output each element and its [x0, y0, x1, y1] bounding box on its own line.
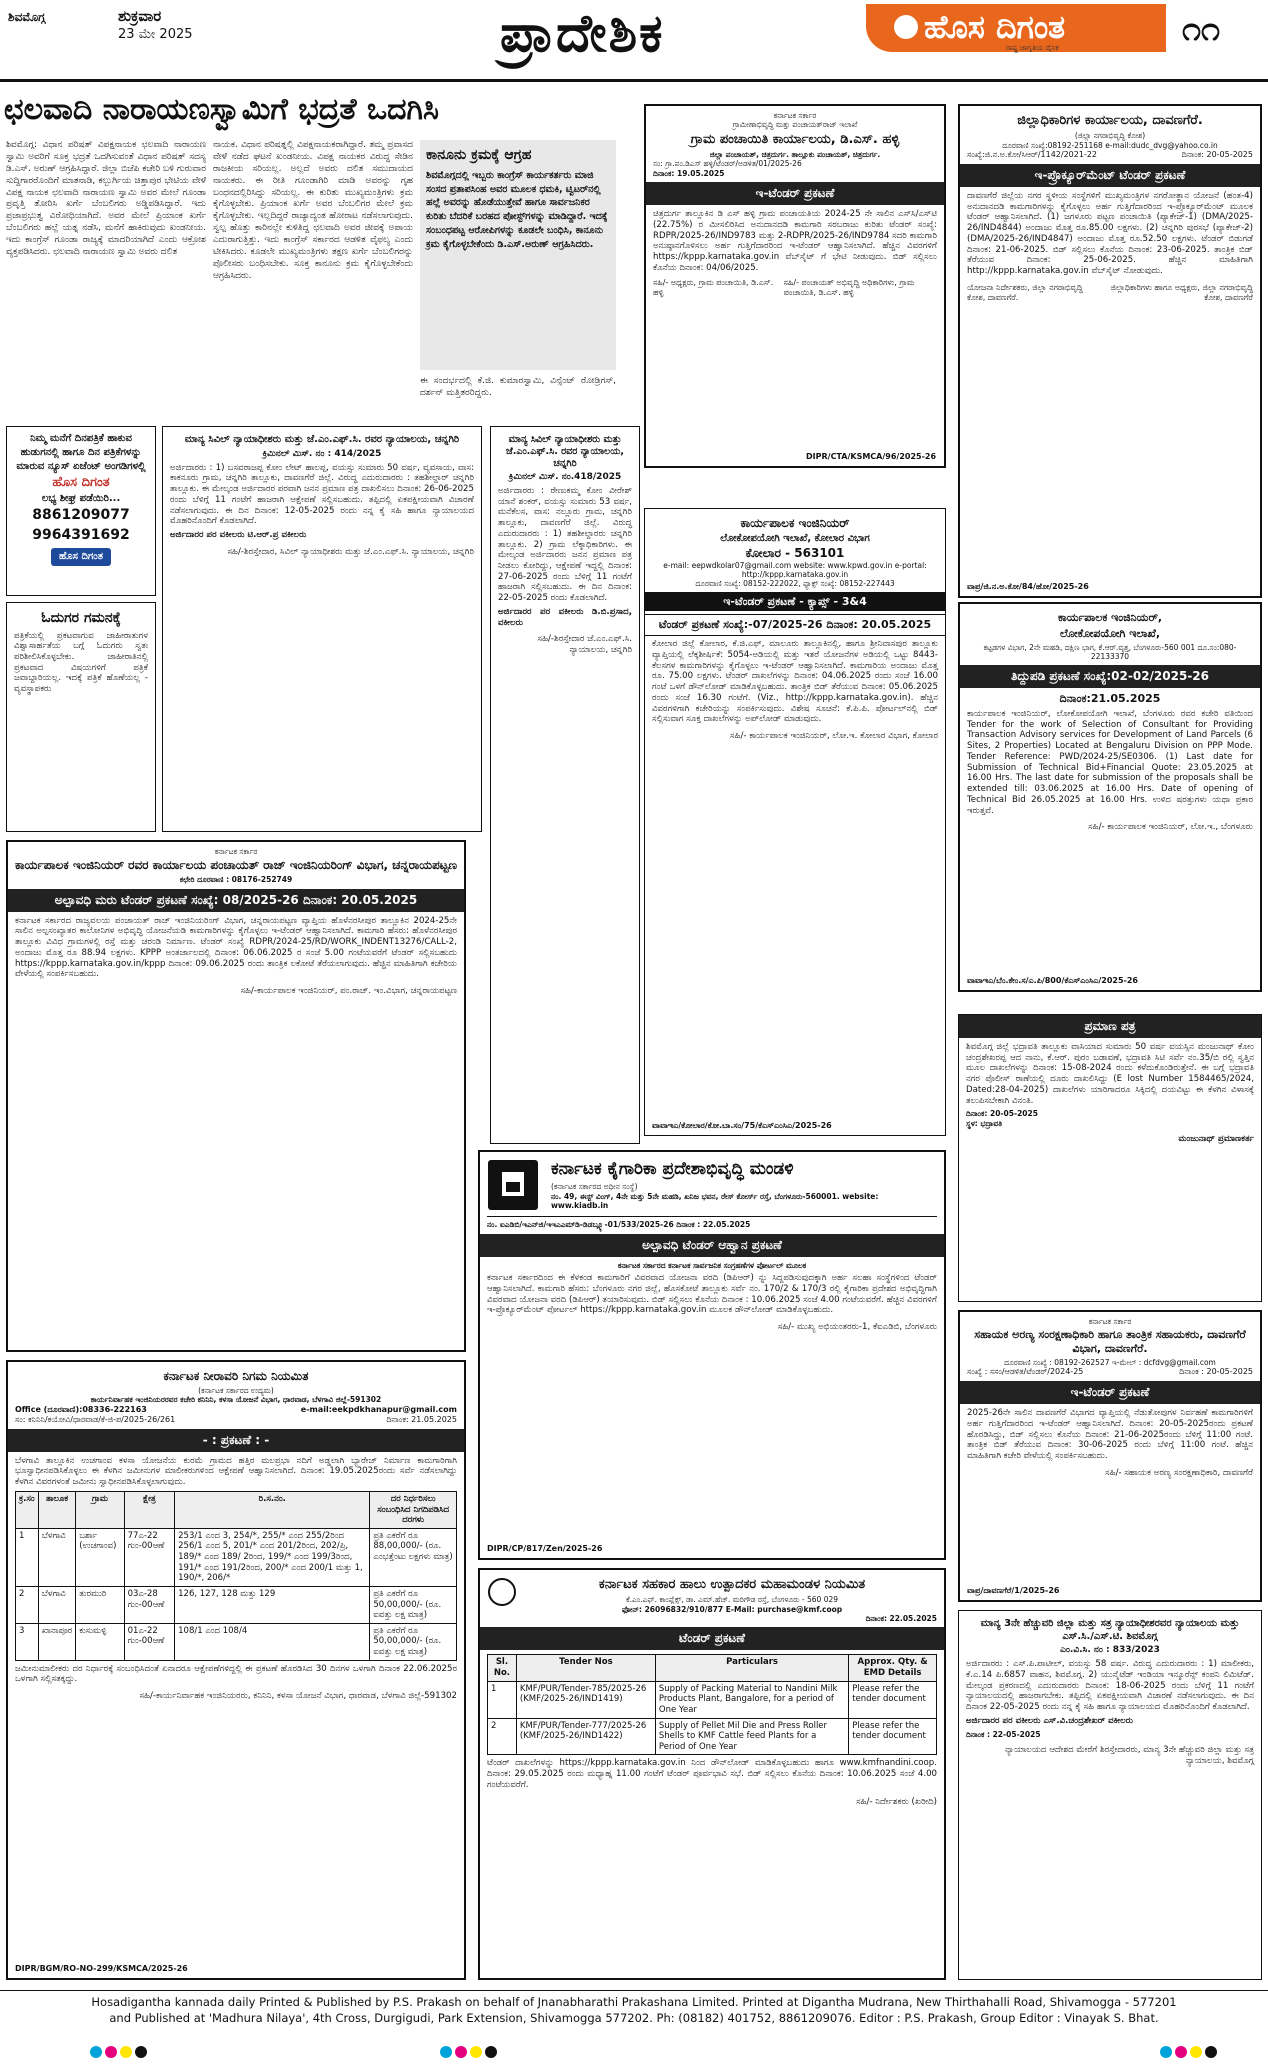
news-sidebox [420, 140, 616, 370]
cert-signer: ಮಂಜುನಾಥ್ ಪ್ರಮಾಣಕರ್ತ [1178, 1134, 1254, 1145]
table-cell: Supply of Pellet Mil Die and Press Roller Shells to KMF Cattle feed Plants for a Period of One Year [655, 1718, 848, 1755]
nv-col-0: ಕ್ರ.ಸಂ [16, 1491, 39, 1528]
kiadb-ref: ನಂ. ಐಎಡಿಬಿ/ಇಎನ್‌ಜಿ/ಇಇಎಎಮ್‌ಡಿ-ಡಿಡಬ್ಲ್ಯೂ-01/533/2025-26 ದಿನಾಂಕ : 22.05.2025 [487, 1216, 937, 1229]
registration-marks-center [440, 2046, 497, 2058]
pwd-kolar-tender [644, 508, 946, 1136]
pwdk-pin: ಕೋಲಾರ - 563101 [745, 545, 845, 560]
nv-col-3: ಕ್ಷೇತ್ರ [124, 1491, 175, 1528]
pwdb-bar: ತಿದ್ದುಪಡಿ ಪ್ರಕಟಣೆ ಸಂಖ್ಯೆ:02-02/2025-26 [960, 665, 1260, 688]
dc-dipr: ವಾಪ್ರ/ಜಿ.ನ.ಅ.ಕೋ/84/ಹೋ/2025-26 [967, 582, 1089, 591]
table-cell: 1 [16, 1528, 39, 1586]
nv-col-5: ದರ ನಿರ್ಧರಿಸಲು ಸಂಬಂಧಿಸಿದ ನಿಗದಿಪಡಿಸಿದ ದರಗಳು [370, 1491, 457, 1528]
kmf-date: ದಿನಾಂಕ: 22.05.2025 [865, 1614, 937, 1623]
masthead [0, 0, 1268, 82]
table-row [16, 1586, 457, 1623]
kmf-bar: ಟೆಂಡರ್ ಪ್ರಕಟಣೆ [480, 1627, 944, 1650]
table-cell: Supply of Packing Material to Nandini Milk Products Plant, Bangalore, for a period of One Year [655, 1681, 848, 1718]
table-cell: ಪ್ರತಿ ಎಕರೆಗೆ ರೂ 50,00,000/- (ರೂ. ಐವತ್ತು ಲಕ್ಷ ಮಾತ್ರ) [370, 1586, 457, 1623]
table-cell: 126, 127, 128 ಮತ್ತು 129 [175, 1586, 370, 1623]
gp-sub: ಜಿಲ್ಲಾ ಪಂಚಾಯತ್, ಚಿತ್ರದುರ್ಗ. ತಾಲ್ಲೂಕು ಪಂಚಾಯತ್, ಚಿತ್ರದುರ್ಗ. [709, 150, 881, 159]
pwdk-sig: ಸಹಿ/- ಕಾರ್ಯಪಾಲಕ ಇಂಜಿನಿಯರ್, ಲೋ.ಇ. ಕೋಲಾರ ವಿಭಾಗ, ಕೋಲಾರ [730, 731, 938, 741]
date-block [118, 6, 193, 44]
readers-notice [6, 602, 156, 832]
house-ad-line2: ಲಭ್ಯ ಶೀಘ್ರ ಪಡೆಯಿರಿ... [41, 493, 121, 505]
sun-icon [894, 15, 918, 39]
kiadb-addr: ನಂ. 49, ಈಸ್ಟ್ ವಿಂಗ್, 4ನೇ ಮತ್ತು 5ನೇ ಮಹಡಿ, ಖನಿಜ ಭವನ, ರೇಸ್ ಕೋರ್ಸ್ ರಸ್ತೆ, ಬೆಂಗಳೂರು-560001. website: www.kiadb.in [551, 1191, 879, 1210]
nv-body: ಬೆಳಗಾವಿ ತಾಲ್ಲೂಕಿನ ಉಚಗಾಂವ ಕಳಸಾ ಯೋಜನೆಯ ಕುರಮೆ ಗ್ರಾಮದ ಹತ್ತಿರ ಮಲಪ್ರಭಾ ನದಿಗೆ ಅಡ್ಡಲಾಗಿ ಬ್ಯಾರೇಜ್ ನಿರ್ಮಾಣ ಕಾಮಗಾರಿಗಾಗಿ ಭೂಸ್ವಾಧೀನಪಡಿಸಿಕೊಳ್ಳಲು ಈ ಕೆಳಗಿನ ಜಮೀನುಗಳ ಮಾಲೀಕರುಗಳಿಂದ ಆಕ್ಷೇಪಣೆ ಆಹ್ವಾನಿಸಲಾಗಿದೆ. ದಿನಾಂಕ: 19.05.2025ರಂದು ಸರ್ವೆ ನಡೆಸಲಾಗಿದ್ದು ಕೆಳಗಿನ ವಿವರಗಳಂತೆ ಜಮೀನು ಸ್ವಾಧೀನಪಡಿಸಿಕೊಳ್ಳಲಾಗುವುದು. [15, 1455, 457, 1488]
court2-signer: ಸಹಿ/-ಶಿರಸ್ತೇದಾರ ಜೆ.ಎಂ.ಎಫ್.ಸಿ. ನ್ಯಾಯಾಲಯ, ಚನ್ನಗಿರಿ [537, 634, 632, 656]
panchayat-raj-tender [6, 840, 466, 1352]
kmf-addr: ಕೆ.ಎಂ.ಎಫ್. ಕಾಂಪ್ಲೆಕ್ಸ್, ಡಾ. ಎಮ್.ಹೆಚ್. ಮರಿಗೌಡ ರಸ್ತೆ, ಬೆಂಗಳೂರು - 560 029 [625, 1595, 839, 1605]
nv-office: ಕಾರ್ಯನಿರ್ವಾಹಕ ಇಂಜಿನಿಯರರವರ ಕಚೇರಿ ಕನಿನಿನಿ, ಕಳಸಾ ಯೋಜನೆ ವಿಭಾಗ, ಧಾರವಾಡ, ಬೆಳಗಾವಿ ಜಿಲ್ಲೆ-591302 [90, 1395, 382, 1405]
court2-body: ಅರ್ಜಿದಾರರು : ರೇಣುಕಮ್ಮ ಕೋಂ ವೀರೇಶ್ ಯಾನೆ ಶಂಕರ್, ವಯಸ್ಸು ಸುಮಾರು 53 ವರ್ಷ, ಮನೆಕೆಲಸ, ವಾಸ: ನಲ್ಲೂರು ಗ್ರಾಮ, ಚನ್ನಗಿರಿ ತಾಲ್ಲೂಕು, ದಾವಣಗೆರೆ ಜಿಲ್ಲೆ. ವಿರುದ್ಧ ಎದುರುದಾರರು : 1) ತಹಶೀಲ್ದಾರರು ಚನ್ನಗಿರಿ ತಾಲ್ಲೂಕು. 2) ಗ್ರಾಮ ಲೆಕ್ಕಾಧಿಕಾರಿಗಳು. ಈ ಮೇಲ್ಕಂಡ ಅರ್ಜಿದಾರರು ಜನನ ಪ್ರಮಾಣ ಪತ್ರ ನೀಡಲು ಕೋರಿದ್ದು, ಆಕ್ಷೇಪಣೆ ಇದ್ದಲ್ಲಿ ದಿನಾಂಕ: 27-06-2025 ರಂದು ಬೆಳಿಗ್ಗೆ 11 ಗಂಟೆಗೆ ಹಾಜರಾಗಿ ಸಲ್ಲಿಸಬಹುದು. ಈ ದಿನ ದಿನಾಂಕ: 22-05-2025 ರಂದು ಕೊಡಲಾಗಿದೆ. [498, 485, 632, 604]
imprint-footer [0, 1990, 1268, 2032]
nv-phone: Office (ದೂರವಾಣಿ):08336-222163 [15, 1404, 147, 1414]
pwdb-top: ಕಾರ್ಯಪಾಲಕ ಇಂಜಿನಿಯರ್, [1057, 611, 1163, 624]
gp-body: ಚಿತ್ರದುರ್ಗ ತಾಲ್ಲೂಕಿನ ಡಿ ಎಸ್ ಹಳ್ಳಿ ಗ್ರಾಮ ಪಂಚಾಯತಿಯ 2024-25 ನೇ ಸಾಲಿನ ಎಸ್‌ಸಿ/ಎಸ್‌ಟಿ (22.75%) ರ ಮೀಸಲಿರಿಸಿದ ಅನುದಾನದಡಿ ಕಾಮಗಾರಿ ಸರಬರಾಜು ಕುರಿತು ಟೆಂಡರ್ ಸಂಖ್ಯೆ: RDPR/2025-26/IND9783 ಮತ್ತು 2-RDPR/2025-26/IND9784 ಸದರಿ ಕಾಮಗಾರಿ ಅನುಷ್ಠಾನಗೊಳಿಸಲು ಅರ್ಹ ಗುತ್ತಿಗೆದಾರರಿಂದ ಇ-ಟೆಂಡರ್ ಆಹ್ವಾನಿಸಲಾಗಿದೆ. ಹೆಚ್ಚಿನ ವಿವರಗಳಿಗೆ https://kppp.karnataka.gov.in ವೆಬ್‌ಸೈಟ್ ಗೆ ಭೇಟಿ ನೀಡುವುದು. ಬಿಡ್ ಸಲ್ಲಿಸಲು ಕೊನೆಯ ದಿನಾಂಕ: 04/06/2025. [653, 209, 937, 273]
kiadb-tender [478, 1150, 946, 1560]
kiadb-sig: ಸಹಿ/- ಮುಖ್ಯ ಅಭಿಯಂತರರು-1, ಕೆಐಎಡಿಬಿ, ಬೆಂಗಳೂರು [777, 1322, 937, 1333]
kiadb-bar2: ಕರ್ನಾಟಕ ಸರ್ಕಾರದ ಕರ್ನಾಟಕ ಸಾರ್ವಜನಿಕ ಸಂಗ್ರಹಣೆಗಳ ಪೋರ್ಟಲ್ ಮೂಲಕ [617, 1260, 807, 1270]
sidebox-title: ಕಾನೂನು ಕ್ರಮಕ್ಕೆ ಆಗ್ರಹ [426, 147, 532, 163]
forest-dipr: ವಾಪ್ರ/ದಾವಣಗೆರೆ/1/2025-26 [967, 1586, 1060, 1595]
court-notice-2 [490, 426, 640, 1144]
court1-signer: ಸಹಿ/-ಶಿರಸ್ತೇದಾರ, ಸಿವಿಲ್ ನ್ಯಾಯಾಧೀಶರು ಮತ್ತು ಜೆ.ಎಂ.ಎಫ್.ಸಿ. ನ್ಯಾಯಾಲಯ, ಚನ್ನಗಿರಿ [227, 546, 474, 557]
table-cell: 108/1 ಎಂದ 108/4 [175, 1623, 370, 1660]
house-ad-badge: ಹೊಸ ದಿಗಂತ [51, 548, 111, 566]
court2-advocate: ಅರ್ಜಿದಾರರ ಪರ ವಕೀಲರು ಡಿ.ಬಿ.ಪ್ರಸಾದ, ವಕೀಲರು [498, 606, 632, 628]
nv-ref: ಸಂ: ಕನಿನಿನಿ/ಕಯೋವಿ/ಧಾರವಾಡ/ಕೆ-ಜಿ-ಪ/2025-26/261 [15, 1414, 176, 1424]
nv-col-2: ಗ್ರಾಮ [76, 1491, 124, 1528]
table-cell: Please refer the tender document [849, 1718, 937, 1755]
forest-title: ಸಹಾಯಕ ಅರಣ್ಯ ಸಂರಕ್ಷಣಾಧಿಕಾರಿ ಹಾಗೂ ತಾಂತ್ರಿಕ ಸಹಾಯಕರು, ದಾವಣಗೆರೆ ವಿಭಾಗ, ದಾವಣಗೆರೆ. [974, 1328, 1246, 1356]
court1-title: ಮಾನ್ಯ ಸಿವಿಲ್ ನ್ಯಾಯಾಧೀಶರು ಮತ್ತು ಜೆ.ಎಂ.ಎಫ್.ಸಿ. ರವರ ನ್ಯಾಯಾಲಯ, ಚನ್ನಗಿರಿ [184, 434, 460, 445]
gp-dipr: DIPR/CTA/KSMCA/96/2025-26 [806, 452, 937, 461]
imprint-line-2: and Published at 'Madhura Nilaya', 4th Cross, Durgigudi, Park Extension, Shivamogga 577202. Ph: (08182) 401752, 8861209076. Editor : P.S. Prakash, Group Editor : Vinayak S. Bhat. [109, 2011, 1159, 2026]
news-column-3: ಈ ಸಂದರ್ಭದಲ್ಲಿ ಕೆ.ಜಿ. ಕುಮಾರಸ್ವಾಮಿ, ವಿನ್ಸೆಂಟ್ ರೋಡ್ರಿಗಸ್, ದರ್ಶನ್ ಮತ್ತಿತರರಿದ್ದರು. [420, 376, 616, 398]
table-cell: ಪ್ರತಿ ಎಕರೆಗೆ ರೂ 88,00,000/- (ರೂ. ಎಂಭತ್ತೆಂಟು ಲಕ್ಷಗಳು ಮಾತ್ರ) [370, 1528, 457, 1586]
court1-advocate: ಅರ್ಜಿದಾರರ ಪರ ವಕೀಲರು ಟಿ.ಆರ್.ಪ್ರ ವಕೀಲರು [170, 530, 307, 541]
court-notice-3 [958, 1610, 1262, 1980]
table-cell: ಪ್ರತಿ ಎಕರೆಗೆ ರೂ 50,00,000/- (ರೂ. ಐವತ್ತು ಲಕ್ಷ ಮಾತ್ರ) [370, 1623, 457, 1660]
nv-foot: ಜಮೀನುಮಾಲೀಕರು ದರ ನಿರ್ಧಾರಕ್ಕೆ ಸಂಬಂಧಿಸಿದಂತೆ ಏನಾದರೂ ಆಕ್ಷೇಪಣೆಗಳಿದ್ದಲ್ಲಿ ಈ ಪ್ರಕಟಣೆ ಹೊರಡಿಸಿದ 30 ದಿನಗಳ ಒಳಗಾಗಿ ದಿನಾಂಕ 22.06.2025ರ ಒಳಗಾಗಿ ಸಲ್ಲಿಸತಕ್ಕದ್ದು. [15, 1663, 457, 1685]
court3-title: ಮಾನ್ಯ 3ನೇ ಹೆಚ್ಚುವರಿ ಜಿಲ್ಲಾ ಮತ್ತು ಸತ್ರ ನ್ಯಾಯಾಧೀಶರವರ ನ್ಯಾಯಾಲಯ ಮತ್ತು ಎಸ್.ಸಿ./ಎಸ್.ಟಿ. ಶಿವಮೊಗ್ಗ [980, 1618, 1240, 1642]
pwdb-bar2: ದಿನಾಂಕ:21.05.2025 [1059, 692, 1161, 706]
table-cell: 77ಎ-22 ಗುಂ-00ಆಣೆ [124, 1528, 175, 1586]
table-cell: 1 [488, 1681, 517, 1718]
city-label: ಶಿವಮೊಗ್ಗ [8, 10, 46, 24]
dc-body: ದಾವಣಗೆರೆ ಜಿಲ್ಲೆಯ ನಗರ ಸ್ಥಳೀಯ ಸಂಸ್ಥೆಗಳಿಗೆ ಮುಖ್ಯಮಂತ್ರಿಗಳ ನಗರೋತ್ಥಾನ ಯೋಜನೆ (ಹಂತ-4) ಅನುದಾನದಡಿ ಕಾಮಗಾರಿಗಳನ್ನು ಕೈಗೊಳ್ಳಲು ಅರ್ಹ ಗುತ್ತಿಗೆದಾರರಿಂದ ಇ-ಪ್ರೊಕ್ಯೂರ್‌ಮೆಂಟ್ ಮೂಲಕ ಟೆಂಡರ್ ಆಹ್ವಾನಿಸಲಾಗಿದೆ. (1) ಜಗಳೂರು ಪಟ್ಟಣ ಪಂಚಾಯಿತಿ (ಪ್ಯಾಕೇಜ್-1) (DMA/2025-26/IND4844) ಅಂದಾಜು ಮೊತ್ತ ರೂ.85.00 ಲಕ್ಷಗಳು. (2) ಚನ್ನಗಿರಿ ಪುರಸಭೆ (ಪ್ಯಾಕೇಜ್-2) (DMA/2025-26/IND4847) ಅಂದಾಜು ಮೊತ್ತ ರೂ.52.50 ಲಕ್ಷಗಳು. ಟೆಂಡರ್ ಬಿಡುಗಡೆ ದಿನಾಂಕ: 21-06-2025. ಬಿಡ್ ಸಲ್ಲಿಸಲು ಕೊನೆಯ ದಿನಾಂಕ: 23-06-2025. ತಾಂತ್ರಿಕ ಬಿಡ್ ತೆರೆಯುವ ದಿನಾಂಕ: 25-06-2025. ಹೆಚ್ಚಿನ ಮಾಹಿತಿಗಾಗಿ http://kppp.karnataka.gov.in ವೆಬ್‌ಸೈಟ್ ನೋಡುವುದು. [967, 191, 1253, 277]
house-ad-brand: ಹೊಸ ದಿಗಂತ [52, 475, 110, 490]
kmf-col-0: Sl. No. [488, 1655, 517, 1681]
news-headline: ಛಲವಾದಿ ನಾರಾಯಣಸ್ವಾಮಿಗೆ ಭದ್ರತೆ ಒದಗಿಸಿ [4, 92, 439, 127]
readers-notice-title: ಓದುಗರ ಗಮನಕ್ಕೆ [41, 610, 121, 626]
house-ad-text: ನಿಮ್ಮ ಮನೆಗೆ ದಿನಪತ್ರಿಕೆ ಹಾಕುವ ಹುಡುಗನಲ್ಲಿ ಹಾಗೂ ದಿನ ಪತ್ರಿಕೆಗಳನ್ನು ಮಾರುವ ನ್ಯೂಸ್ ಏಜೆಂಟ್ ಅಂಗಡಿಗಳಲ್ಲಿ [16, 433, 146, 472]
dc-sub: (ಜಿಲ್ಲಾ ನಗರಾಭಿವೃದ್ಧಿ ಕೋಶ) [1074, 131, 1146, 141]
pwdk-sub: ಲೋಕೋಪಯೋಗಿ ಇಲಾಖೆ, ಕೋಲಾರ ವಿಭಾಗ [720, 533, 870, 544]
forest-sig: ಸಹಿ/- ಸಹಾಯಕ ಅರಣ್ಯ ಸಂರಕ್ಷಣಾಧಿಕಾರಿ, ದಾವಣಗೆರೆ [1105, 1467, 1253, 1478]
house-ad [6, 426, 156, 596]
cert-place: ಸ್ಥಳ: ಭದ್ರಾವತಿ [966, 1118, 1003, 1128]
table-cell: KMF/PUR/Tender-785/2025-26 (KMF/2025-26/IND1419) [516, 1681, 655, 1718]
pwd-bangalore-notice [958, 602, 1262, 992]
table-row [16, 1623, 457, 1660]
forest-phone: ದೂರವಾಣಿ ಸಂಖ್ಯೆ : 08192-262527 ಇ-ಮೇಲ್ : dcfdvg@gmail.com [1004, 1357, 1216, 1367]
dc-office-tender [958, 104, 1262, 598]
kiadb-title: ಕರ್ನಾಟಕ ಕೈಗಾರಿಕಾ ಪ್ರದೇಶಾಭಿವೃದ್ಧಿ ಮಂಡಳಿ [551, 1159, 794, 1179]
table-row [16, 1528, 457, 1586]
nv-col-4: ರಿ.ಸ.ನಂ. [175, 1491, 370, 1528]
table-cell: ಬರ್ಶಾ (ಉಚಗಾಂವ) [76, 1528, 124, 1586]
pwdk-phone: ದೂರವಾಣಿ ಸಂಖ್ಯೆ: 08152-222022, ಫ್ಯಾಕ್ಸ್ ಸಂಖ್ಯೆ: 08152-227443 [695, 579, 895, 589]
gp-sig-2: ಸಹಿ/- ಪಂಚಾಯತ್ ಅಭಿವೃದ್ಧಿ ಅಧಿಕಾರಿಗಳು, ಗ್ರಾಮ ಪಂಚಾಯಿತಿ, ಡಿ.ಎಸ್. ಹಳ್ಳಿ [783, 277, 915, 297]
forest-bar: ಇ-ಟೆಂಡರ್ ಪ್ರಕಟಣೆ [960, 1381, 1260, 1404]
forest-top: ಕರ್ನಾಟಕ ಸರ್ಕಾರ [1088, 1317, 1132, 1326]
table-cell: KMF/PUR/Tender-777/2025-26 (KMF/2025-26/IND1422) [516, 1718, 655, 1755]
registration-marks-right [1160, 2046, 1217, 2058]
gp-dept: ಗ್ರಾಮೀಣಾಭಿವೃದ್ಧಿ ಮತ್ತು ಪಂಚಾಯತ್‌ರಾಜ್ ಇಲಾಖೆ [732, 120, 858, 130]
dc-ref: ಸಂಖ್ಯೆ:ಜಿ.ನ.ಅ.ಕೋ/ಸಿಆರ್/1142/2021-22 [967, 150, 1098, 159]
gp-top: ಕರ್ನಾಟಕ ಸರ್ಕಾರ [773, 111, 817, 120]
kmf-body: ಟೆಂಡರ್ ದಾಖಲೆಗಳನ್ನು https://kppp.karnataka.gov.in ನಿಂದ ಡೌನ್‌ಲೋಡ್ ಮಾಡಿಕೊಳ್ಳಬಹುದು ಹಾಗೂ www.kmfnandini.coop. ದಿನಾಂಕ: 29.05.2025 ರಂದು ಮಧ್ಯಾಹ್ನ 11.00 ಗಂಟೆಗೆ ಟೆಂಡರ್ ಪೂರ್ವಭಾವಿ ಸಭೆ. ಬಿಡ್ ಸಲ್ಲಿಸಲು ಕೊನೆಯ ದಿನಾಂಕ: 10.06.2025 ಸಂಜೆ 4.00 ಗಂಟೆಯವರೆಗೆ. [487, 1758, 937, 1790]
pwdb-addr: ಕಟ್ಟಡಗಳ ವಿಭಾಗ, 2ನೇ ಮಹಡಿ, ದಕ್ಷಿಣ ಭಾಗ, ಕೆ.ಆರ್.ವೃತ್ತ, ಬೆಂಗಳೂರು-560 001 ದೂ.ಸಂ:080-22133370 [983, 642, 1237, 661]
nv-col-1: ತಾಲೂಕ [38, 1491, 76, 1528]
pwdk-dipr: ವಾವಾಇಎ/ಕೋಲಾರ/ಕೋ.ಬಾ.ಸಂ/75/ಕೆಎಸ್ಎಂಸಿಎ/2025-26 [652, 1121, 832, 1130]
table-cell: 2 [16, 1586, 39, 1623]
dc-date: ದಿನಾಂಕ: 20-05-2025 [1181, 150, 1253, 159]
pwdk-bar2: ಟೆಂಡರ್ ಪ್ರಕಟಣೆ ಸಂಖ್ಯೆ:-07/2025-26 ದಿನಾಂಕ: 20.05.2025 [645, 614, 945, 636]
kmf-logo-icon [488, 1578, 516, 1606]
dc-sig-1: ಯೋಜನಾ ನಿರ್ದೇಶಕರು, ಜಿಲ್ಲಾ ನಗರಾಭಿವೃದ್ಧಿ ಕೋಶ, ದಾವಣಗೆರೆ. [967, 282, 1083, 302]
dc-sig-2: ಜಿಲ್ಲಾಧಿಕಾರಿಗಳು ಹಾಗೂ ಅಧ್ಯಕ್ಷರು, ಜಿಲ್ಲಾ ನಗರಾಭಿವೃದ್ಧಿ ಕೋಶ, ದಾವಣಗೆರೆ [1110, 282, 1253, 302]
kmf-col-2: Particulars [655, 1655, 848, 1681]
nv-email: e-mail:eekpdkhanapur@gmail.com [300, 1404, 457, 1414]
table-cell: 2 [488, 1718, 517, 1755]
dc-title: ಜಿಲ್ಲಾಧಿಕಾರಿಗಳ ಕಾರ್ಯಾಲಯ, ದಾವಣಗೆರೆ. [1017, 113, 1203, 128]
table-cell: 03ಎ-28 ಗುಂ-00ಆಣೆ [124, 1586, 175, 1623]
pwdk-body: ಕೋಲಾರ ಜಿಲ್ಲೆ ಕೋಲಾರ, ಕೆ.ಜಿ.ಎಫ್, ಮಾಲೂರು ತಾಲ್ಲೂಕಿನಲ್ಲಿ, ಹಾಗೂ ಶ್ರೀನಿವಾಸಪುರ ತಾಲ್ಲೂಕು ವ್ಯಾಪ್ತಿಯಲ್ಲಿ ಲೆಕ್ಕಶೀರ್ಷಿಕೆ: 5054-ಅಡಿಯಲ್ಲಿ ಮತ್ತು ಇತರೆ ಯೋಜನೆಗಳ ಅಡಿಯಲ್ಲಿ ಒಟ್ಟು 8443- ಕೆಲಸಗಳ ಕಾಮಗಾರಿಗಳನ್ನು ಕೈಗೊಳ್ಳಲು ಇ-ಟೆಂಡರ್ ಆಹ್ವಾನಿಸಲಾಗಿದೆ. ಕಾಮಗಾರಿಯ ಅಂದಾಜು ಮೊತ್ತ ರೂ. 75.00 ಲಕ್ಷಗಳು. ಟೆಂಡರ್ ದಾಖಲೆಗಳನ್ನು ದಿನಾಂಕ: 04.06.2025 ರಂದು ಸಂಜೆ 16.00 ಗಂಟೆ ಒಳಗೆ ಡೌನ್‌ಲೋಡ್ ಮಾಡಿಕೊಳ್ಳಬಹುದು. ತಾಂತ್ರಿಕ ಬಿಡ್ ತೆರೆಯುವ ದಿನಾಂಕ: 05.06.2025 ರಂದು ಸಂಜೆ 16.30 ಗಂಟೆಗೆ. (Viz., http://kppp.karnataka.gov.in). ಹೆಚ್ಚಿನ ವಿವರಗಳಿಗಾಗಿ ಕಚೇರಿಯನ್ನು ಸಂಪರ್ಕಿಸುವುದು. ವಿಶೇಷ ಸೂಚನೆ: ಕೆ.ಪಿ.ಪಿ. ಪೋರ್ಟಲ್‌ನಲ್ಲಿ ಬಿಡ್ ಸಲ್ಲಿಸುವಾಗ ಸೂಕ್ತ ದಾಖಲೆಗಳನ್ನು ಅಪ್‌ಲೋಡ್ ಮಾಡುವುದು. [652, 639, 938, 725]
pr-phone: ಕಛೇರಿ ದೂರವಾಣಿ : 08176-252749 [179, 875, 293, 885]
kiadb-logo-icon [488, 1160, 538, 1210]
kmf-phone: ಫೋನ್: 26096832/910/877 E-Mail: purchase@kmf.coop [621, 1604, 843, 1614]
table-cell: 3 [16, 1623, 39, 1660]
pwdk-bar: ಇ-ಟೆಂಡರ್ ಪ್ರಕಟಣೆ - ಕ್ಯಾಪ್ಸ್ - 3&4 [645, 592, 945, 612]
nv-dipr: DIPR/BGM/RO-NO-299/KSMCA/2025-26 [15, 1964, 188, 1973]
table-row [488, 1681, 937, 1718]
pwdb-sig: ಸಹಿ/- ಕಾರ್ಯಪಾಲಕ ಇಂಜಿನಿಯರ್, ಲೋ.ಇ., ಬೆಂಗಳೂರು [1088, 822, 1253, 833]
pr-body: ಕರ್ನಾಟಕ ಸರ್ಕಾರದ ರಾಜ್ಯವಲಯ ಪಂಚಾಯತ್ ರಾಜ್ ಇಂಜಿನಿಯರಿಂಗ್ ವಿಭಾಗ, ಚನ್ನರಾಯಪಟ್ಟಣ ವ್ಯಾಪ್ತಿಯ ಹೊಳೆನರಸೀಪುರ ತಾಲ್ಲೂಕಿನ 2024-25ನೇ ಸಾಲಿನ ಅಲ್ಪಸಂಖ್ಯಾತರ ಕಾಲೋನಿಗಳ ಅಭಿವೃದ್ಧಿ ಯೋಜನೆಯಡಿ ಕಾಮಗಾರಿಗಳನ್ನು ಕೈಗೊಳ್ಳಲು ಇ-ಟೆಂಡರ್ ಆಹ್ವಾನಿಸಲಾಗಿದೆ. ಕಾಮಗಾರಿ ಹೆಸರು: ಹೊಳೆನರಸೀಪುರ ತಾಲ್ಲೂಕು ವಿವಿಧ ಗ್ರಾಮಗಳಲ್ಲಿ ರಸ್ತೆ ಮತ್ತು ಚರಂಡಿ ನಿರ್ಮಾಣ. ಟೆಂಡರ್ ಸಂಖ್ಯೆ RDPR/2024-25/RD/WORK_INDENT13276/CALL-2, ಅಂದಾಜು ಮೊತ್ತ ರೂ 88.94 ಲಕ್ಷಗಳು. KPPP ಅಂತರ್ಜಾಲದಲ್ಲಿ ದಿನಾಂಕ: 06.06.2025 ರ ಸಂಜೆ 5.00 ಗಂಟೆಯವರೆಗೆ ಟೆಂಡರ್ ಸಲ್ಲಿಸಬಹುದು https://kppp.karnataka.gov.in/kppp ದಿನಾಂಕ: 09.06.2025 ರಂದು ತಾಂತ್ರಿಕ ಲಕೋಟೆ ತೆರೆಯಲಾಗುವುದು. ಹೆಚ್ಚಿನ ಮಾಹಿತಿಗಾಗಿ ಕಚೇರಿಯ ವೇಳೆಯಲ್ಲಿ ಸಂಪರ್ಕಿಸಬಹುದು. [15, 915, 457, 980]
sidebox-text: ಶಿವಮೊಗ್ಗದಲ್ಲಿ ಇಬ್ಬರು ಕಾಂಗ್ರೆಸ್ ಕಾರ್ಯಕರ್ತರು ಮಾಜಿ ಸಂಸದ ಪ್ರತಾಪಸಿಂಹ ಅವರ ಮೂಲಕ ಧಮಕಿ, ಟ್ವಿಟರ್‌ನಲ್ಲಿ ಹಲ್ಲೆ ಅವರನ್ನು ಹೊಡೆಯುತ್ತೇವೆ ಹಾಗೂ ಸಾರ್ವಜನಿಕರ ಕುರಿತು ಬೆದರಿಕೆ ಬರಹದ ಪೋಸ್ಟ್‌ಗಳನ್ನು ಮಾಡಿದ್ದಾರೆ. ಇದಕ್ಕೆ ಸಂಬಂಧಪಟ್ಟ ಆರೋಪಿಗಳನ್ನು ಕೂಡಲೇ ಬಂಧಿಸಿ, ಕಾನೂನು ಕ್ರಮ ಕೈಗೊಳ್ಳಬೇಕೆಂದು ಡಿ.ಎಸ್.ಅರುಣ್ ಆಗ್ರಹಿಸಿದರು. [426, 169, 608, 250]
table-cell: ಬೆಳಗಾವಿ [38, 1586, 76, 1623]
house-ad-phone-1: 8861209077 [32, 507, 130, 524]
kmf-col-1: Tender Nos [516, 1655, 655, 1681]
court2-title: ಮಾನ್ಯ ಸಿವಿಲ್ ನ್ಯಾಯಾಧೀಶರು ಮತ್ತು ಜೆ.ಎಂ.ಎಫ್.ಸಿ. ರವರ ನ್ಯಾಯಾಲಯ, ಚನ್ನಗಿರಿ [506, 434, 624, 469]
day-label: ಶುಕ್ರವಾರ [118, 7, 162, 25]
cert-title: ಪ್ರಮಾಣ ಪತ್ರ [959, 1015, 1261, 1038]
pr-title: ಕಾರ್ಯಪಾಲಕ ಇಂಜಿನಿಯರ್ ರವರ ಕಾರ್ಯಾಲಯ ಪಂಚಾಯತ್ ರಾಜ್ ಇಂಜಿನಿಯರಿಂಗ್ ವಿಭಾಗ, ಚನ್ನರಾಯಪಟ್ಟಣ [15, 858, 457, 873]
dc-bar: ಇ-ಪ್ರೊಕ್ಯೂರ್‌ಮೆಂಟ್ ಟೆಂಡರ್ ಪ್ರಕಟಣೆ [960, 164, 1260, 187]
nv-title: ಕರ್ನಾಟಕ ನೀರಾವರಿ ನಿಗಮ ನಿಯಮಿತ [163, 1369, 309, 1383]
court1-case: ಕ್ರಿಮಿನಲ್ ಮಿಸ್. ನಂ : 414/2025 [262, 448, 382, 459]
kmf-title: ಕರ್ನಾಟಕ ಸಹಕಾರ ಹಾಲು ಉತ್ಪಾದಕರ ಮಹಾಮಂಡಳ ನಿಯಮಿತ [598, 1577, 866, 1592]
kmf-sig: ಸಹಿ/- ನಿರ್ದೇಶಕರು (ಖರೀದಿ) [856, 1796, 937, 1807]
table-cell: ಖಾನಾಪೂರ [38, 1623, 76, 1660]
kiadb-bar: ಅಲ್ಪಾವಧಿ ಟೆಂಡರ್ ಆಹ್ವಾನ ಪ್ರಕಟಣೆ [480, 1234, 944, 1257]
forest-tender [958, 1310, 1262, 1602]
gp-bar: ಇ-ಟೆಂಡರ್ ಪ್ರಕಟಣೆ [646, 182, 944, 205]
news-column-2: ನಾಯಕ. ವಿಧಾನ ಪರಿಷತ್ನಲ್ಲಿ ವಿಪಕ್ಷನಾಯಕರಾಗಿದ್ದಾರೆ. ತಮ್ಮ ಪ್ರವಾಸದ ವೇಳೆ ನಡೆದ ಘಟನೆ ಖಂಡನೀಯ. ವಿಪಕ್ಷ ನಾಯಕರ ವಿರುದ್ಧ ಸೇಡಿನ ರಾಜಕೀಯ ಸರಿಯಲ್ಲ. ಅಲ್ಲದೆ ಅವರು ದಲಿತ ಸಮುದಾಯದ ನಾಯಕರು. ಈ ರೀತಿ ಗೂಂಡಾಗಿರಿ ಮಾಡಿ ಅವರನ್ನು ಗೃಹ ಬಂಧನದಲ್ಲಿರಿಸಿದ್ದು ಸರಿಯಲ್ಲ. ಈ ಕುರಿತು ಮುಖ್ಯಮಂತ್ರಿಗಳು ಕ್ರಮ ಕೈಗೊಳ್ಳಬೇಕು. ಪ್ರಿಯಾಂಕ ಖರ್ಗೆ ಅವರ ಬೆಂಬಲಿಗರ ಮೇಲೆ ಕ್ರಮ ಕೈಗೊಳ್ಳಬೇಕು. ಇಲ್ಲದಿದ್ದರೆ ರಾಜ್ಯಾದ್ಯಂತ ಹೋರಾಟ ನಡೆಸಲಾಗುವುದು. ಸ್ವಲ್ಪ ಹೊತ್ತು ಕಾರಿನಲ್ಲೇ ಕುಳಿತಿದ್ದ ಛಲವಾದಿ ಅವರ ಜೀವಕ್ಕೆ ಅಪಾಯ ಎದುರಾಗುತ್ತಿತ್ತು. ಇದು ಕಾಂಗ್ರೆಸ್ ಸರ್ಕಾರದ ಆಡಳಿತ ವೈಫಲ್ಯ ಎಂದು ಟೀಕಿಸಿದರು. ಕೂಡಲೇ ಮುಖ್ಯಮಂತ್ರಿಗಳು ತಕ್ಷಣ ಖರ್ಗೆ ಬೆಂಬಲಿಗರನ್ನು ಪೊಲೀಸರು ಬಂಧಿಸಬೇಕು. ಸೂಕ್ತ ಕಾನೂನು ಕ್ರಮ ಕೈಗೊಳ್ಳಬೇಕೆಂದು ಆಗ್ರಹಿಸಿದರು. [213, 140, 413, 281]
court3-date: ದಿನಾಂಕ : 22-05-2025 [966, 1729, 1041, 1739]
table-cell: 01ಎ-22 ಗುಂ-00ಆಣೆ [124, 1623, 175, 1660]
dc-phone: ದೂರವಾಣಿ ಸಂಖ್ಯೆ:08192-251168 e-mail:dudc_dvg@yahoo.co.in [1002, 140, 1218, 150]
kiadb-sub: (ಕರ್ನಾಟಕ ಸರ್ಕಾರದ ಅಧೀನ ಸಂಸ್ಥೆ) [551, 1182, 638, 1192]
cert-body: ಶಿವಮೊಗ್ಗ ಜಿಲ್ಲೆ ಭದ್ರಾವತಿ ತಾಲ್ಲೂಕು ವಾಸಿಯಾದ ಸುಮಾರು 50 ವರ್ಷ ವಯಸ್ಸಿನ ಮಂಜುನಾಥ್ ಕೋಂ ಚಂದ್ರಶೇಖರಪ್ಪ ಆದ ನಾನು, ಕೆ.ಆರ್. ಪುರಂ ಬಡಾವಣೆ, ಭದ್ರಾವತಿ ಸಿಟಿ ಸರ್ವೆ ನಂ.35/ಬಿ ರಲ್ಲಿ ಸ್ವತ್ತಿನ ಮೂಲ ದಾಖಲೆಗಳನ್ನು ದಿನಾಂಕ: 15-08-2024 ರಂದು ಕಳೆದುಕೊಂಡಿರುತ್ತೇನೆ. ಈ ಬಗ್ಗೆ ಭದ್ರಾವತಿ ನಗರ ಪೊಲೀಸ್ ಠಾಣೆಯಲ್ಲಿ ದೂರು ದಾಖಲಿಸಿದ್ದು (E lost Number 1584465/2024, Dated:28-04-2025) ದಾಖಲೆಗಳು ಯಾರಿಗಾದರೂ ಸಿಕ್ಕಿದಲ್ಲಿ ದಯವಿಟ್ಟು ಈ ಕೆಳಗಿನ ವಿಳಾಸಕ್ಕೆ ತಲುಪಿಸಬೇಕಾಗಿ ವಿನಂತಿ. [966, 1042, 1254, 1106]
table-cell: ಬೆಳಗಾವಿ [38, 1528, 76, 1586]
court3-signer: ನ್ಯಾಯಾಲಯದ ಆದೇಶದ ಮೇರೆಗೆ ಶಿರಸ್ತೇದಾರರು, ಮಾನ್ಯ 3ನೇ ಹೆಚ್ಚುವರಿ ಜಿಲ್ಲಾ ಮತ್ತು ಸತ್ರ ನ್ಯಾಯಾಲಯ, ಶಿವಮೊಗ್ಗ [1005, 1745, 1254, 1766]
table-cell: 253/1 ಎಂದ 3, 254/*, 255/* ಎಂದ 255/2ರಿಂದ 256/1 ಎಂದ 5, 201/* ಎಂದ 201/2ರಿಂದ, 202/ಪ್ರಿ, 189/* ಎಂದ 189/ 2ರಿಂದ, 199/* ಎಂದ 199/3ರಿಂದ, 191/* ಎಂದ 191/2ರಿಂದ, 200/* ಎಂದ 200/1 ಮತ್ತು 1, 190/*, 206/* [175, 1528, 370, 1586]
nv-table [15, 1491, 457, 1661]
readers-notice-text: ಪತ್ರಿಕೆಯಲ್ಲಿ ಪ್ರಕಟವಾಗುವ ಜಾಹೀರಾತುಗಳ ವಿಶ್ವಾಸಾರ್ಹತೆಯ ಬಗ್ಗೆ ಓದುಗರು ಸ್ವತಃ ಪರಿಶೀಲಿಸಿಕೊಳ್ಳಬೇಕು. ಜಾಹೀರಾತಿನಲ್ಲಿ ಪ್ರಕಟವಾದ ವಿಷಯಗಳಿಗೆ ಪತ್ರಿಕೆ ಜವಾಬ್ದಾರಿಯಲ್ಲ. ಇದಕ್ಕೆ ಪತ್ರಿಕೆ ಹೊಣೆಯಲ್ಲ - ವ್ಯವಸ್ಥಾಪಕರು [14, 630, 148, 695]
certificate-notice [958, 1014, 1262, 1302]
neeravari-notice [6, 1360, 466, 1980]
kiadb-dipr: DIPR/CP/817/Zen/2025-26 [487, 1544, 603, 1553]
nv-sig: ಸಹಿ/-ಕಾರ್ಯನಿರ್ವಾಹಕ ಇಂಜಿನಿಯರರು, ಕನಿನಿನಿ, ಕಳಸಾ ಯೋಜನೆ ವಿಭಾಗ, ಧಾರವಾಡ, ಬೆಳಗಾವಿ ಜಿಲ್ಲೆ-591302 [139, 1691, 457, 1702]
pr-bar: ಅಲ್ಪಾವಧಿ ಮರು ಟೆಂಡರ್ ಪ್ರಕಟಣೆ ಸಂಖ್ಯೆ: 08/2025-26 ದಿನಾಂಕ: 20.05.2025 [8, 889, 464, 912]
court2-case: ಕ್ರಿಮಿನಲ್ ಮಿಸ್. ನಂ.418/2025 [508, 471, 622, 482]
kmf-tender [478, 1568, 946, 1980]
brand-logo [866, 4, 1166, 52]
court3-advocate: ಅರ್ಜಿದಾರರ ಪರ ವಕೀಲರು ಎಸ್.ವಿ.ಚಂದ್ರಶೇಖರ್ ವಕೀಲರು [966, 1715, 1133, 1726]
brand-tagline: ರಾಷ್ಟ್ರ ಜಾಗೃತಿಯ ದೈನಿಕ [1006, 44, 1059, 52]
gp-sig-1: ಸಹಿ/- ಅಧ್ಯಕ್ಷರು, ಗ್ರಾಮ ಪಂಚಾಯಿತಿ, ಡಿ.ಎಸ್. ಹಳ್ಳಿ [653, 277, 774, 297]
kmf-table [487, 1654, 937, 1755]
table-row [488, 1718, 937, 1755]
table-cell: ತುರಮುರಿ [76, 1586, 124, 1623]
pwdb-dipr: ವಾವಾಇಎ/ಬೆಂ.ಕೇಂ.ಸ/ಎ.ಪಿ/800/ಕೆಎಸ್ಎಂಸಿಎ/2025-26 [967, 976, 1138, 985]
date-label: 23 ಮೇ 2025 [118, 27, 193, 43]
house-ad-phone-2: 9964391692 [32, 526, 130, 543]
nv-sub: (ಕರ್ನಾಟಕ ಸರ್ಕಾರದ ಉದ್ಯಮ) [198, 1386, 274, 1395]
court1-body: ಅರ್ಜಿದಾರರು : 1) ಬಸವರಾಜಪ್ಪ ಕೋಂ ಲೇಟ್ ಹಾಲಪ್ಪ, ವಯಸ್ಸು ಸುಮಾರು 50 ವರ್ಷ, ವ್ಯವಸಾಯ, ವಾಸ: ಕಾಕನೂರು ಗ್ರಾಮ, ಚನ್ನಗಿರಿ ತಾಲ್ಲೂಕು, ದಾವಣಗೆರೆ ಜಿಲ್ಲೆ. ವಿರುದ್ಧ ಎದುರುದಾರರು : ತಹಶೀಲ್ದಾರ್ ಚನ್ನಗಿರಿ ತಾಲ್ಲೂಕು. ಈ ಮೇಲ್ಕಂಡ ಅರ್ಜಿದಾರರ ಪರವಾಗಿ ಜನನ ಪ್ರಮಾಣ ಪತ್ರ ದಾಖಲಿಸಲು ದಿನಾಂಕ: 26-06-2025 ರಂದು ಬೆಳಿಗ್ಗೆ 11 ಗಂಟೆಗೆ ಹಾಜರಾಗಿ ಆಕ್ಷೇಪಣೆ ಸಲ್ಲಿಸಬಹುದು. ತಪ್ಪಿದಲ್ಲಿ ಏಕಪಕ್ಷೀಯವಾಗಿ ವಿಚಾರಣೆ ನಡೆಸಲಾಗುವುದು. ಈ ದಿನ ದಿನಾಂಕ: 12-05-2025 ರಂದು ನನ್ನ ಕೈ ಸಹಿ ಹಾಗೂ ನ್ಯಾಯಾಲಯದ ಮೊಹರಿನೊಂದಿಗೆ ಕೊಡಲಾಗಿದೆ. [170, 462, 474, 527]
pwdk-title: ಕಾರ್ಯಪಾಲಕ ಇಂಜಿನಿಯರ್ [740, 516, 850, 530]
page-number: ೧೧ [1182, 9, 1221, 49]
nv-bar: - : ಪ್ರಕಟಣೆ : - [8, 1429, 464, 1452]
pr-top: ಕರ್ನಾಟಕ ಸರ್ಕಾರ [214, 847, 258, 856]
court3-case: ಎಂ.ವಿ.ಸಿ. ನಂ : 833/2023 [1060, 1645, 1160, 1655]
forest-body: 2025-26ನೇ ಸಾಲಿನ ದಾವಣಗೆರೆ ವಿಭಾಗದ ವ್ಯಾಪ್ತಿಯಲ್ಲಿ ನೆಡುತೋಪುಗಳ ನಿರ್ವಹಣೆ ಕಾಮಗಾರಿಗಳಿಗೆ ಅರ್ಹ ಗುತ್ತಿಗೆದಾರರಿಂದ ಇ-ಟೆಂಡರ್ ಆಹ್ವಾನಿಸಲಾಗಿದೆ. ದಿನಾಂಕ: 20-05-2025ರಂದು ಪ್ರಕಟಣೆ ಹೊರಡಿಸಿದ್ದು, ಬಿಡ್ ಸಲ್ಲಿಸಲು ಕೊನೆಯ ದಿನಾಂಕ: 21-06-2025ರಂದು ಬೆಳಿಗ್ಗೆ 11:00 ಗಂಟೆ. ತಾಂತ್ರಿಕ ಬಿಡ್ ತೆರೆಯುವ ದಿನಾಂಕ: 30-06-2025 ರಂದು ಬೆಳಿಗ್ಗೆ 11:00 ಗಂಟೆ. ಹೆಚ್ಚಿನ ಮಾಹಿತಿಗಾಗಿ ಕಚೇರಿ ವೇಳೆಯಲ್ಲಿ ಸಂಪರ್ಕಿಸಬಹುದು. [967, 1408, 1253, 1462]
court-notice-1 [162, 426, 482, 832]
court3-body: ಅರ್ಜಿದಾರರು : ಎಸ್.ಪಿ.ಪಾಟೀಲ್, ವಯಸ್ಸು 58 ವರ್ಷ. ವಿರುದ್ಧ ಎದುರುದಾರರು : 1) ಮಾಲೀಕರು, ಕೆ.ಎ.14 ಪಿ.6857 ವಾಹನ, ಶಿವಮೊಗ್ಗ. 2) ಯುನೈಟೆಡ್ ಇಂಡಿಯಾ ಇನ್ಶೂರೆನ್ಸ್ ಕಂಪನಿ ಲಿಮಿಟೆಡ್. ಮೇಲ್ಕಂಡ ಪ್ರಕರಣದಲ್ಲಿ ಎದುರುದಾರರು ದಿನಾಂಕ: 18-06-2025 ರಂದು ಬೆಳಿಗ್ಗೆ 11 ಗಂಟೆಗೆ ನ್ಯಾಯಾಲಯದಲ್ಲಿ ಹಾಜರಾಗಬೇಕು. ತಪ್ಪಿದಲ್ಲಿ ಏಕಪಕ್ಷೀಯವಾಗಿ ವಿಚಾರಣೆ ನಡೆಸಲಾಗುವುದು. ಈ ದಿನ ದಿನಾಂಕ 22-05-2025 ರಂದು ನನ್ನ ಕೈ ಸಹಿ ಹಾಗೂ ನ್ಯಾಯಾಲಯದ ಮೊಹರಿನೊಂದಿಗೆ ಕೊಡಲಾಗಿದೆ. [966, 1659, 1254, 1713]
imprint-line-1: Hosadigantha kannada daily Printed & Published by P.S. Prakash on behalf of Jnanabharathi Prakashana Limited. Printed at Digantha Mudrana, New Thirthahalli Road, Shivamogga - 577201 [91, 1995, 1177, 2009]
table-cell: Please refer the tender document [849, 1681, 937, 1718]
table-cell: ಕುಸುಮಳ್ಳಿ [76, 1623, 124, 1660]
news-column-1: ಶಿವಮೊಗ್ಗ: ವಿಧಾನ ಪರಿಷತ್ ವಿಪಕ್ಷನಾಯಕ ಛಲವಾದಿ ನಾರಾಯಣ ಸ್ವಾಮಿ ಅವರಿಗೆ ಸೂಕ್ತ ಭದ್ರತೆ ಒದಗಿಸುವಂತೆ ವಿಧಾನ ಪರಿಷತ್ ಸದಸ್ಯ ಡಿ.ಎಸ್. ಅರುಣ್ ಆಗ್ರಹಿಸಿದ್ದಾರೆ. ಜಿಲ್ಲಾ ಬಿಜೆಪಿ ಕಚೇರಿ ಬಳಿ ಗುರುವಾರ ಸುದ್ದಿಗಾರರೊಂದಿಗೆ ಮಾತನಾಡಿ, ಕಲ್ಬುರ್ಗಿಯ ಚಿತ್ತಾಪುರ ಭೇಟಿಯ ವೇಳೆ ವಿಪಕ್ಷ ನಾಯಕ ಛಲವಾದಿ ನಾರಾಯಣ ಸ್ವಾಮಿ ಅವರ ಮೇಲೆ ಗೂಂಡಾ ಪ್ರವೃತ್ತಿ ತೋರಿಸಿ ಖರ್ಗೆ ಬೆಂಬಲಿಗರು ಅಡ್ಡಿಪಡಿಸಿದ್ದಾರೆ. ಇದು ಪ್ರಜಾಪ್ರಭುತ್ವ ವಿರೋಧಿಯಾಗಿದೆ. ಅವರ ಮೇಲೆ ಪ್ರಿಯಾಂಕ ಖರ್ಗೆ ಬೆಂಬಲಿಗರು ಹಲ್ಲೆ ಯತ್ನ ನಡೆಸಿ, ಮನೆಗೆ ಹಾಕಿರುವುದು ಖಂಡನೀಯ. ಇದು ಕಾಂಗ್ರೆಸ್ ಗೂಂಡಾ ರಾಜ್ಯಕ್ಕೆ ಮಾದರಿಯಾಗಿದೆ ಎಂದು ಆಕ್ರೋಶ ವ್ಯಕ್ತಪಡಿಸಿದರು. ಛಲವಾದಿ ನಾರಾಯಣ ಸ್ವಾಮಿ ಅವರು ದಲಿತ [6, 140, 206, 257]
kiadb-body: ಕರ್ನಾಟಕ ಸರ್ಕಾರದಿಂದ ಈ ಕೆಳಕಂಡ ಕಾಮಗಾರಿಗೆ ವಿವರವಾದ ಯೋಜನಾ ವರದಿ (ಡಿಪಿಆರ್) ನ್ನು ಸಿದ್ದಪಡಿಸುವುದಕ್ಕಾಗಿ ಅರ್ಹ ಸಲಹಾ ಸಂಸ್ಥೆಗಳಿಂದ ಟೆಂಡರ್ ಆಹ್ವಾನಿಸಲಾಗಿದೆ. ಕಾಮಗಾರಿ ಹೆಸರು: ಬೆಂಗಳೂರು ನಗರ ಜಿಲ್ಲೆ, ಹೊಸಕೋಟೆ ತಾಲ್ಲೂಕು ಸರ್ವೆ ನಂ. 170/2 & 170/3 ರಲ್ಲಿ ಕೈಗಾರಿಕಾ ಪ್ರದೇಶದ ಅಭಿವೃದ್ಧಿಗಾಗಿ ವಿವರವಾದ ಯೋಜನಾ ವರದಿ (ಡಿಪಿಆರ್) ತಯಾರಿಸುವುದು. ಬಿಡ್ ಸಲ್ಲಿಸಲು ಕೊನೆಯ ದಿನಾಂಕ : 10.06.2025 ಸಂಜೆ 4.00 ಗಂಟೆಯವರೆಗೆ. ಹೆಚ್ಚಿನ ವಿವರಗಳಿಗೆ ಇ-ಪ್ರೊಕ್ಯೂರ್‌ಮೆಂಟ್ ಪೋರ್ಟಲ್ https://kppp.karnataka.gov.in ಮೂಲಕ ಡೌನ್‌ಲೋಡ್ ಮಾಡಿಕೊಳ್ಳಬಹುದು. [487, 1273, 937, 1316]
pwdb-title: ಲೋಕೋಪಯೋಗಿ ಇಲಾಖೆ, [1059, 626, 1161, 640]
kmf-col-3: Approx. Qty. & EMD Details [849, 1655, 937, 1681]
cert-date: ದಿನಾಂಕ: 20-05-2025 [966, 1109, 1038, 1119]
pwdb-body: ಕಾರ್ಯಪಾಲಕ ಇಂಜಿನಿಯರ್, ಲೋಕೋಪಯೋಗಿ ಇಲಾಖೆ, ಬೆಂಗಳೂರು ರವರ ಕಚೇರಿ ವತಿಯಿಂದ Tender for the work of Selection of Consultant for Providing Transaction Advisory services for Development of Land Parcels (6 Sites, 2 Properties) Located at Bengaluru Division on PPP Mode. Tender Reference: PWD/2024-25/SE0306. (1) Last date for Submission of Technical Bid+Financial Quote: 23.05.2025 at 16.00 Hrs. The last date for submission of the proposals shall be extended till: 03.06.2025 at 16.00 Hrs. Date of opening of Technical Bid 26.05.2025 at 16.00 Hrs. ಉಳಿದ ಷರತ್ತುಗಳು ಯಥಾ ಪ್ರಕಾರ ಇರುತ್ತವೆ. [967, 709, 1253, 816]
pwdk-web: e-mail: eepwdkolar07@gmail.com website: www.kpwd.gov.in e-portal: http://kppp.karnataka.gov.in [663, 560, 927, 579]
forest-ref: ಸಂಖ್ಯೆ : ಸಸಂ/ಆಡಳಿತ/ಟೆಂಡರ್/2024-25 [967, 1367, 1084, 1377]
gp-date: ದಿನಾಂಕ: 19.05.2025 [653, 168, 725, 178]
nv-date: ದಿನಾಂಕ: 21.05.2025 [386, 1414, 457, 1424]
forest-date: ದಿನಾಂಕ : 20-05-2025 [1179, 1367, 1253, 1377]
section-title: ಪ್ರಾದೇಶಿಕ [500, 4, 665, 64]
brand-name: ಹೊಸ ದಿಗಂತ [924, 8, 1066, 46]
registration-marks-left [90, 2046, 147, 2058]
pr-sig: ಸಹಿ/-ಕಾರ್ಯಪಾಲಕ ಇಂಜಿನಿಯರ್, ಪಂ.ರಾಜ್. ಇಂ.ವಿಭಾಗ, ಚನ್ನರಾಯಪಟ್ಟಣ [240, 986, 457, 997]
gp-ref: ಸಂ: ಗ್ರಾ.ಪಂ.ಡಿಎಸ್ ಹಳ್ಳಿ/ಟೆಂಡರ್/ಅಡಳಿತ/01/2025-26 [653, 159, 802, 169]
grama-panchayat-tender [644, 104, 946, 468]
gp-title: ಗ್ರಾಮ ಪಂಚಾಯಿತಿ ಕಾರ್ಯಾಲಯ, ಡಿ.ಎಸ್. ಹಳ್ಳಿ [690, 131, 900, 147]
